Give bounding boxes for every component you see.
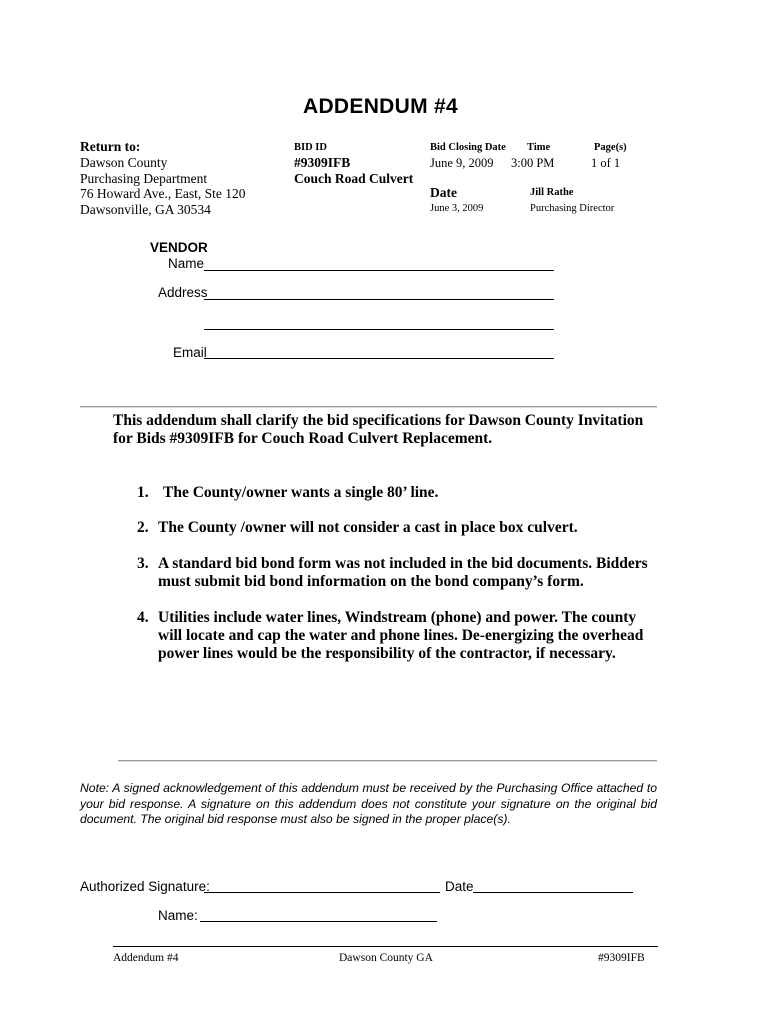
date-field[interactable] [473,892,633,893]
return-to-line: 76 Howard Ave., East, Ste 120 [80,186,246,201]
list-item: must submit bid bond information on the bond company’s form. [158,573,584,590]
pages-label: Page(s) [594,142,627,153]
date-value: June 3, 2009 [430,203,484,214]
vendor-heading: VENDOR [150,240,208,255]
bid-project: Couch Road Culvert [294,171,414,186]
item-number: 4. [137,609,149,626]
bid-closing-value: June 9, 2009 [430,156,494,170]
vendor-email-label: Email [173,345,207,360]
list-item: Utilities include water lines, Windstream (phone) and power. The county [158,609,637,626]
return-to-line: Dawson County [80,155,168,170]
vendor-name-field[interactable] [204,270,554,271]
item-number: 3. [137,555,149,572]
time-label: Time [527,142,551,153]
list-item: The County /owner will not consider a cast in place box culvert. [158,519,578,536]
vendor-address-field-2[interactable] [204,329,554,330]
vendor-name-label: Name [168,256,205,271]
time-value: 3:00 PM [511,156,555,170]
footer-center: Dawson County GA [339,952,433,964]
authorized-signature-label: Authorized Signature: [80,879,210,894]
return-to-label: Return to: [80,139,141,154]
item-number: 1. [137,484,149,501]
return-to-line: Dawsonville, GA 30534 [80,202,211,217]
name-field[interactable] [200,921,437,922]
contact-title: Purchasing Director [530,203,615,214]
return-to-line: Purchasing Department [80,171,208,186]
bid-closing-label: Bid Closing Date [430,142,506,153]
date-field-label: Date [445,879,474,894]
footer-rule [113,946,658,947]
footer-left: Addendum #4 [113,952,179,964]
acknowledgement-note: Note: A signed acknowledgement of this addendum must be received by the Purchasing Office attached to your bid response. A signature on this addendum does not constitute your signature on the original bid document. The original bid response must also be signed in the proper place(s). [80,781,657,826]
page-title: ADDENDUM #4 [303,95,458,118]
list-item: will locate and cap the water and phone lines. De-energizing the overhead [158,627,644,644]
pages-value: 1 of 1 [591,156,621,170]
authorized-signature-field[interactable] [204,892,440,893]
contact-name: Jill Rathe [530,187,574,198]
vendor-address-label: Address [158,285,208,300]
footer-right: #9309IFB [598,952,645,964]
name-field-label: Name: [158,908,198,923]
vendor-email-field[interactable] [204,358,554,359]
divider [118,760,657,762]
list-item: A standard bid bond form was not included in the bid documents. Bidders [158,555,648,572]
date-label: Date [430,185,457,200]
addendum-intro: This addendum shall clarify the bid specifications for Dawson County Invitation for Bids #9309IFB for Couch Road Culvert Replacement. [113,412,644,447]
divider [80,406,657,408]
list-item: The County/owner wants a single 80’ line. [163,484,439,501]
item-number: 2. [137,519,149,536]
bid-id-label: BID ID [294,142,327,153]
vendor-address-field[interactable] [204,299,554,300]
list-item: power lines would be the responsibility of the contractor, if necessary. [158,645,616,662]
bid-id-value: #9309IFB [294,155,351,170]
